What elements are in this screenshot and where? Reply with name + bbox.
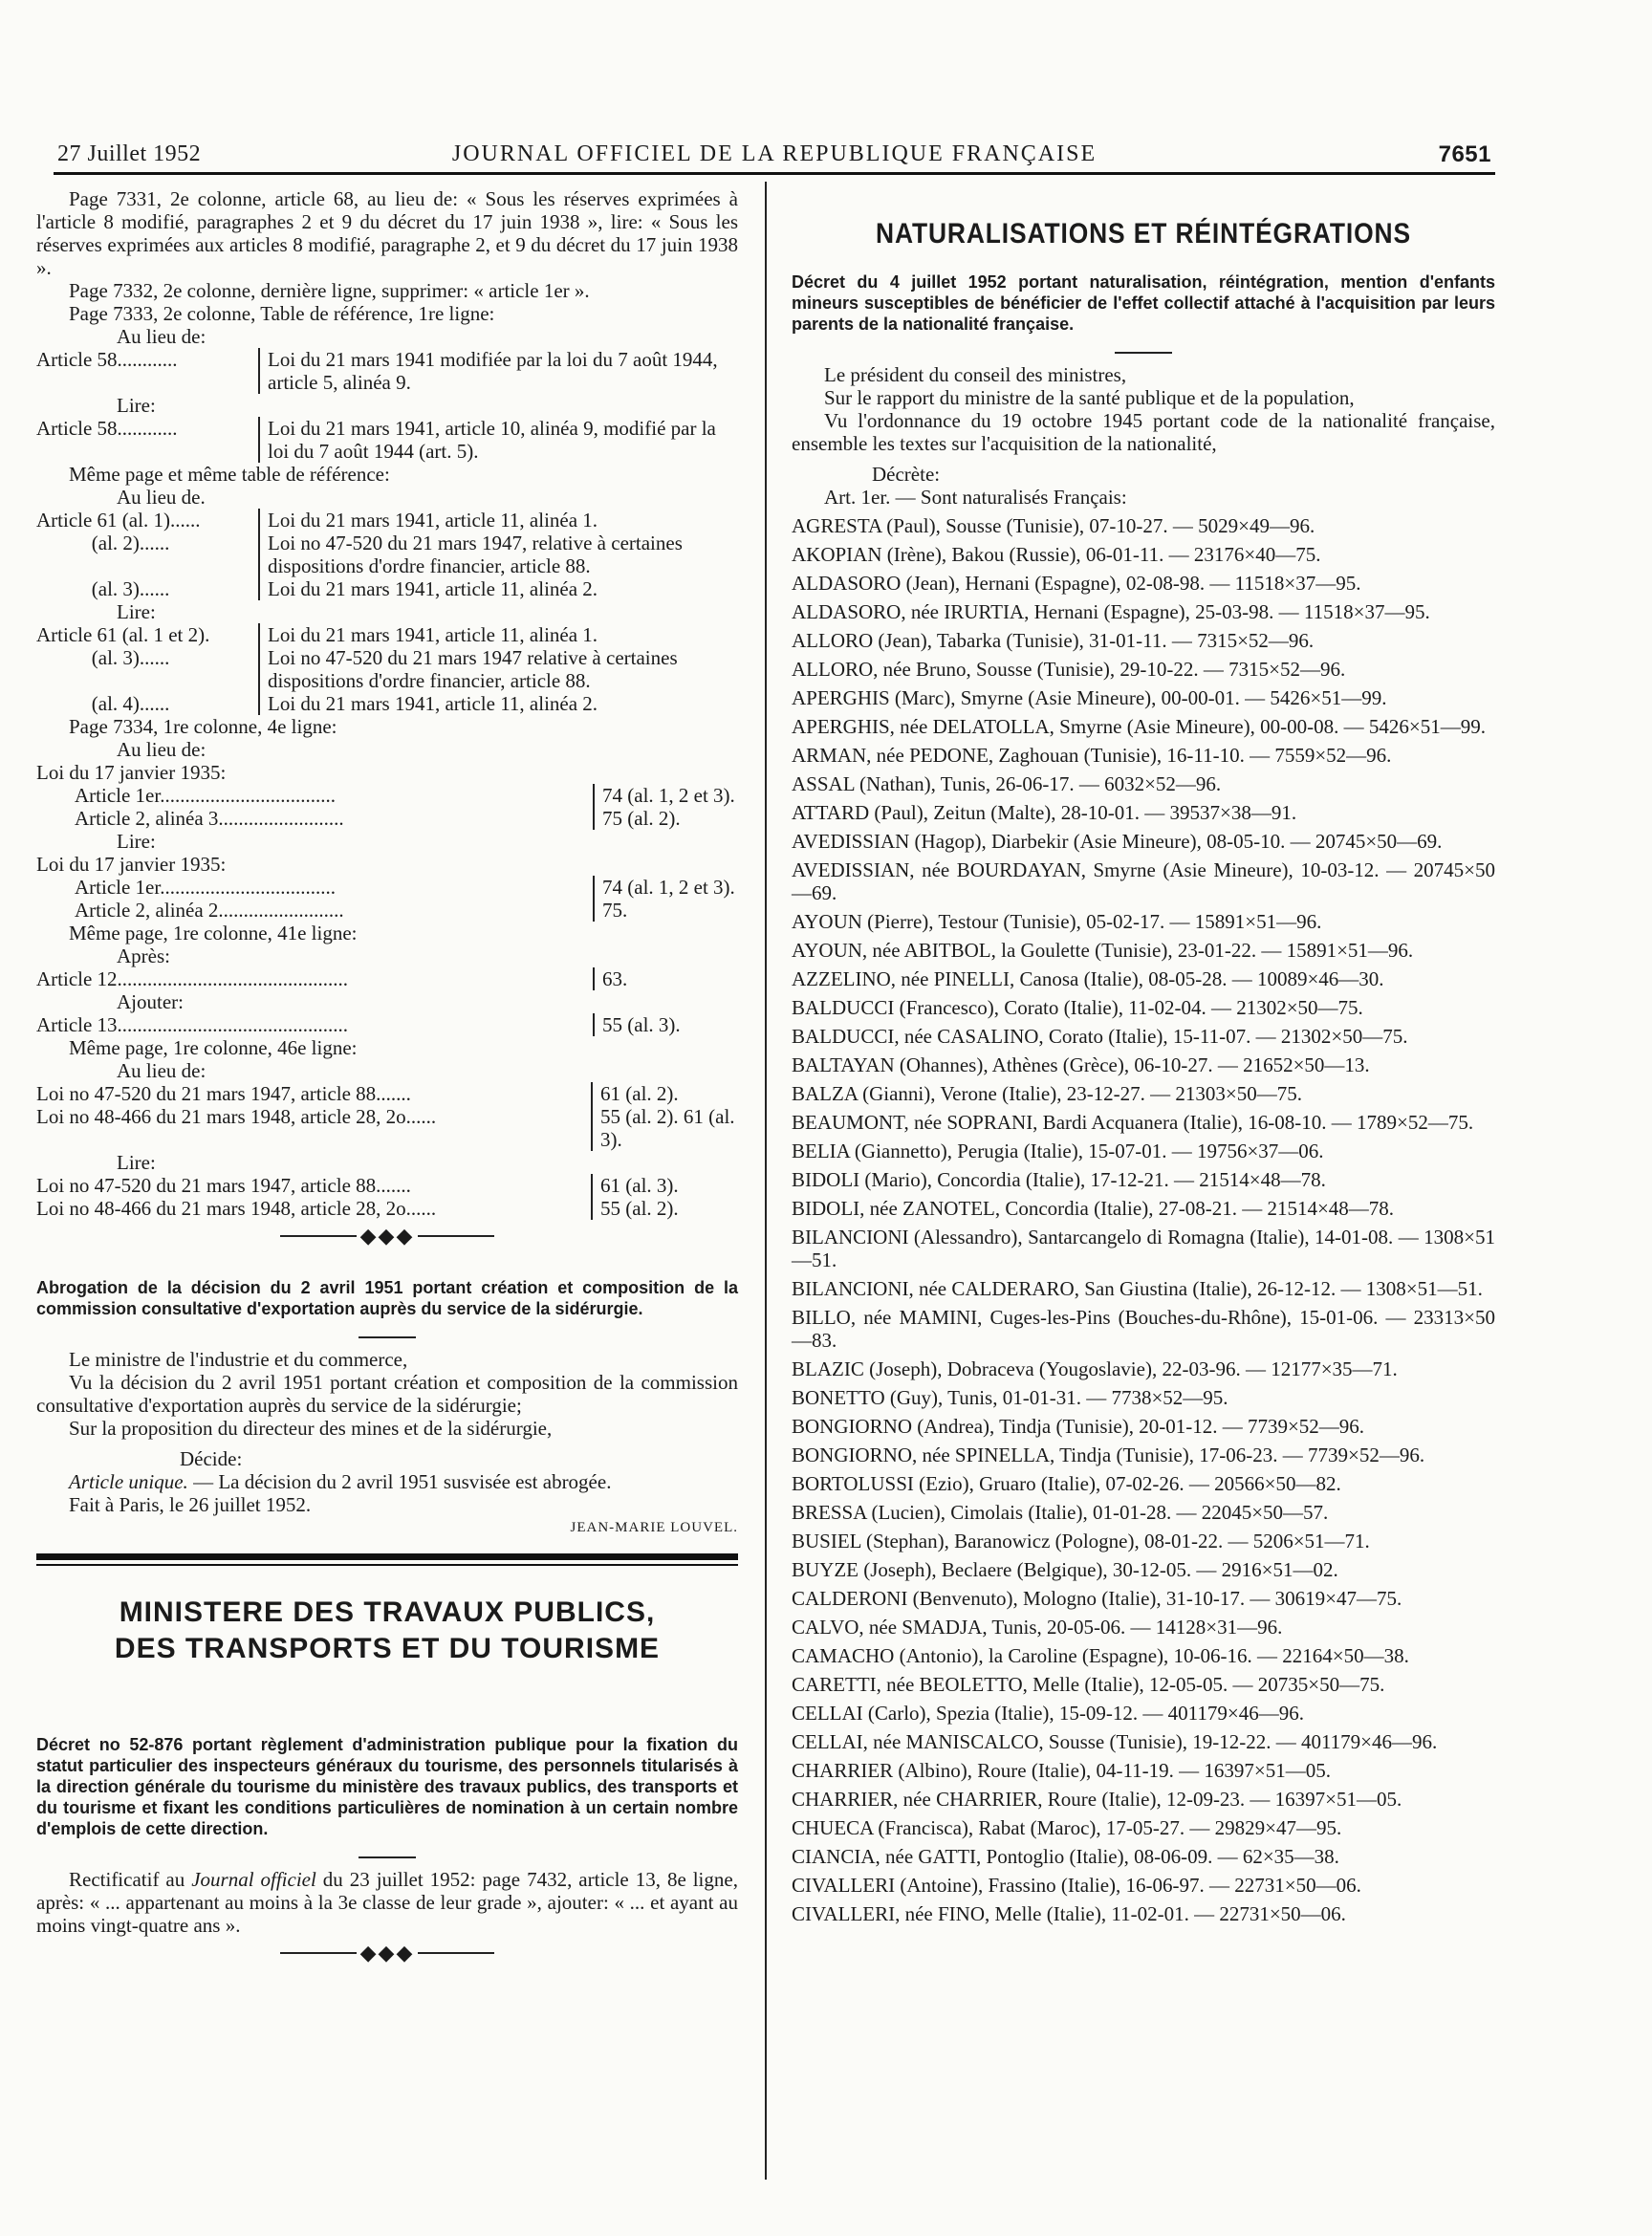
article-unique-label: Article unique. bbox=[69, 1470, 188, 1493]
table-row bbox=[36, 1082, 738, 1105]
table-cell: 75 (al. 2). bbox=[593, 807, 738, 830]
list-item: CHARRIER, née CHARRIER, Roure (Italie), 12-09-23. — 16397×51—05. bbox=[792, 1788, 1402, 1811]
list-item: CALVO, née SMADJA, Tunis, 20-05-06. — 14128×31—96. bbox=[792, 1616, 1283, 1639]
reference-table bbox=[36, 509, 738, 600]
ornament-glyph: ◆◆◆ bbox=[359, 1224, 415, 1248]
ornament-line bbox=[418, 1235, 494, 1237]
label-au-lieu-de: Au lieu de: bbox=[117, 738, 206, 761]
table-cell: Loi du 21 mars 1941, article 10, alinéa 9, modifié par la loi du 7 août 1944 (art. 5). bbox=[258, 417, 738, 463]
header-date: 27 Juillet 1952 bbox=[57, 141, 202, 166]
list-item: BILLO, née MAMINI, Cuges-les-Pins (Bouches-du-Rhône), 15-01-06. — 23313×50—83. bbox=[792, 1306, 1495, 1352]
table-cell: 55 (al. 2). 61 (al. 3). bbox=[591, 1105, 738, 1151]
list-item: BUSIEL (Stephan), Baranowicz (Pologne), 08-01-22. — 5206×51—71. bbox=[792, 1530, 1370, 1552]
article-unique-text: — La décision du 2 avril 1951 susvisée est abrogée. bbox=[187, 1470, 612, 1493]
list-item: CELLAI, née MANISCALCO, Sousse (Tunisie), 19-12-22. — 401179×46—96. bbox=[792, 1730, 1438, 1753]
list-item: AYOUN (Pierre), Testour (Tunisie), 05-02-17. — 15891×51—96. bbox=[792, 910, 1322, 933]
table-cell: Article 1er................................... bbox=[75, 876, 336, 899]
table-cell: Loi no 47-520 du 21 mars 1947, article 88....... bbox=[36, 1174, 411, 1197]
table-row bbox=[36, 348, 738, 394]
right-column bbox=[792, 187, 1495, 1931]
law-heading: Loi du 17 janvier 1935: bbox=[36, 761, 227, 784]
table-cell: (al. 3)...... bbox=[36, 577, 170, 600]
list-item: CIANCIA, née GATTI, Pontoglio (Italie), 08-06-09. — 62×35—38. bbox=[792, 1845, 1339, 1868]
section-title: NATURALISATIONS ET RÉINTÉGRATIONS bbox=[876, 218, 1411, 250]
list-item: AVEDISSIAN, née BOURDAYAN, Smyrne (Asie Mineure), 10-03-12. — 20745×50—69. bbox=[792, 858, 1495, 904]
preamble-paragraph: Vu l'ordonnance du 19 octobre 1945 portant code de la nationalité française, ensemble les textes sur l'acquisition de la nationalité, bbox=[792, 409, 1495, 455]
list-item: AGRESTA (Paul), Sousse (Tunisie), 07-10-27. — 5029×49—96. bbox=[792, 514, 1315, 537]
rectificatif bbox=[36, 1868, 738, 1937]
table-row bbox=[36, 1105, 738, 1151]
rectificatif-journal: Journal officiel bbox=[191, 1868, 316, 1891]
ministry-heading-line: DES TRANSPORTS ET DU TOURISME bbox=[114, 1633, 661, 1664]
list-item: ATTARD (Paul), Zeitun (Malte), 28-10-01. — 39537×38—91. bbox=[792, 801, 1297, 824]
section-ornament bbox=[36, 1224, 738, 1248]
reference-table bbox=[36, 623, 738, 715]
reference-table bbox=[36, 417, 738, 463]
body-paragraph: Le ministre de l'industrie et du commerce, bbox=[69, 1348, 408, 1371]
naturalisation-list bbox=[792, 514, 1495, 1925]
list-item: ALLORO (Jean), Tabarka (Tunisie), 31-01-11. — 7315×52—96. bbox=[792, 629, 1315, 652]
table-row bbox=[36, 532, 738, 577]
done-at: Fait à Paris, le 26 juillet 1952. bbox=[69, 1493, 312, 1516]
list-item: APERGHIS, née DELATOLLA, Smyrne (Asie Mineure), 00-00-08. — 5426×51—99. bbox=[792, 715, 1486, 738]
list-item: BRESSA (Lucien), Cimolais (Italie), 01-01-28. — 22045×50—57. bbox=[792, 1501, 1329, 1524]
table-cell: (al. 4)...... bbox=[36, 692, 170, 715]
page-number: 7651 bbox=[1438, 141, 1491, 167]
rectificatif-label: Rectificatif au bbox=[69, 1868, 192, 1891]
ministry-heading-line: MINISTERE DES TRAVAUX PUBLICS, bbox=[119, 1596, 656, 1628]
list-item: AVEDISSIAN (Hagop), Diarbekir (Asie Mineure), 08-05-10. — 20745×50—69. bbox=[792, 830, 1443, 853]
journal-title: JOURNAL OFFICIEL DE LA REPUBLIQUE FRANÇAISE bbox=[451, 141, 1098, 166]
label-lire: Lire: bbox=[117, 830, 156, 853]
list-item: CIVALLERI, née FINO, Melle (Italie), 11-02-01. — 22731×50—06. bbox=[792, 1902, 1346, 1925]
list-item: ALLORO, née Bruno, Sousse (Tunisie), 29-10-22. — 7315×52—96. bbox=[792, 658, 1346, 681]
erratum-paragraph: Page 7333, 2e colonne, Table de référence, 1re ligne: bbox=[69, 302, 495, 325]
label-lire: Lire: bbox=[117, 600, 156, 623]
table-cell: Loi du 21 mars 1941, article 11, alinéa 2. bbox=[258, 577, 738, 600]
list-item: BONGIORNO, née SPINELLA, Tindja (Tunisie), 17-06-23. — 7739×52—96. bbox=[792, 1444, 1425, 1466]
label-au-lieu-de: Au lieu de: bbox=[117, 1059, 206, 1082]
table-cell: Loi du 21 mars 1941, article 11, alinéa 1. bbox=[258, 509, 738, 532]
list-item: CELLAI (Carlo), Spezia (Italie), 15-09-12. — 401179×46—96. bbox=[792, 1702, 1304, 1725]
short-rule bbox=[359, 1336, 416, 1338]
body-paragraph: Sur la proposition du directeur des mines et de la sidérurgie, bbox=[69, 1417, 553, 1440]
list-item: AZZELINO, née PINELLI, Canosa (Italie), 08-05-28. — 10089×46—30. bbox=[792, 967, 1384, 990]
reference-table bbox=[36, 1174, 738, 1220]
table-row bbox=[36, 509, 738, 532]
table-row bbox=[36, 807, 738, 830]
table-cell: Article 2, alinéa 3......................... bbox=[75, 807, 344, 830]
ornament-line bbox=[418, 1952, 494, 1954]
table-row bbox=[36, 623, 738, 646]
table-cell: Article 12.............................................. bbox=[36, 967, 349, 990]
short-rule bbox=[359, 1856, 416, 1858]
table-cell: 74 (al. 1, 2 et 3). bbox=[593, 876, 738, 899]
decide-label: Décide: bbox=[180, 1447, 243, 1470]
signature: JEAN-MARIE LOUVEL. bbox=[570, 1520, 738, 1535]
table-cell: (al. 3)...... bbox=[36, 646, 170, 669]
list-item: CARETTI, née BEOLETTO, Melle (Italie), 12-05-05. — 20735×50—75. bbox=[792, 1673, 1385, 1696]
label-apres: Après: bbox=[117, 944, 170, 967]
erratum-paragraph: Page 7331, 2e colonne, article 68, au lieu de: « Sous les réserves exprimées à l'article 8 modifié, paragraphes 2 et 9 du décret du 17 juin 1938 », lire: « Sous les réserves exprimées aux articles 8 modifié, paragraphe 2, et 9 du décret du 17 juin 1938 ». bbox=[36, 187, 738, 279]
erratum-paragraph: Même page, 1re colonne, 46e ligne: bbox=[69, 1036, 358, 1059]
list-item: CHARRIER (Albino), Roure (Italie), 04-11-19. — 16397×51—05. bbox=[792, 1759, 1331, 1782]
table-row bbox=[36, 784, 738, 807]
table-row bbox=[36, 646, 738, 692]
table-cell: Loi no 48-466 du 21 mars 1948, article 28, 2o...... bbox=[36, 1105, 437, 1128]
list-item: BELIA (Giannetto), Perugia (Italie), 15-07-01. — 19756×37—06. bbox=[792, 1140, 1324, 1162]
decret-title: Décret du 4 juillet 1952 portant naturalisation, réintégration, mention d'enfants mineurs susceptibles de bénéficier de l'effet collectif attaché à l'acquisition par leurs parents de la nationalité française. bbox=[792, 272, 1495, 334]
label-au-lieu-de: Au lieu de. bbox=[117, 486, 206, 509]
table-cell: Loi no 47-520 du 21 mars 1947, relative à certaines dispositions d'ordre financier, article 88. bbox=[258, 532, 738, 577]
table-cell: Article 13.............................................. bbox=[36, 1013, 349, 1036]
list-item: ARMAN, née PEDONE, Zaghouan (Tunisie), 16-11-10. — 7559×52—96. bbox=[792, 744, 1392, 767]
list-item: BALZA (Gianni), Verone (Italie), 23-12-27. — 21303×50—75. bbox=[792, 1082, 1303, 1105]
list-item: BALDUCCI, née CASALINO, Corato (Italie), 15-11-07. — 21302×50—75. bbox=[792, 1025, 1408, 1048]
left-column bbox=[36, 187, 738, 1969]
table-cell: Article 58............ bbox=[36, 348, 178, 371]
table-cell: 63. bbox=[593, 967, 738, 990]
table-cell: 61 (al. 2). bbox=[591, 1082, 738, 1105]
table-cell: Article 58............ bbox=[36, 417, 178, 440]
list-item: BUYZE (Joseph), Beclaere (Belgique), 30-12-05. — 2916×51—02. bbox=[792, 1558, 1338, 1581]
column-rule bbox=[765, 182, 767, 2180]
short-rule bbox=[1115, 352, 1172, 354]
erratum-paragraph: Même page, 1re colonne, 41e ligne: bbox=[69, 922, 358, 944]
label-ajouter: Ajouter: bbox=[117, 990, 184, 1013]
article-1: Art. 1er. — Sont naturalisés Français: bbox=[824, 486, 1127, 509]
list-item: BEAUMONT, née SOPRANI, Bardi Acquanera (Italie), 16-08-10. — 1789×52—75. bbox=[792, 1111, 1474, 1134]
list-item: CHUECA (Francisca), Rabat (Maroc), 17-05-27. — 29829×47—95. bbox=[792, 1816, 1342, 1839]
list-item: BILANCIONI, née CALDERARO, San Giustina (Italie), 26-12-12. — 1308×51—51. bbox=[792, 1277, 1483, 1300]
list-item: CALDERONI (Benvenuto), Mologno (Italie), 31-10-17. — 30619×47—75. bbox=[792, 1587, 1402, 1610]
reference-table bbox=[36, 876, 738, 922]
list-item: CIVALLERI (Antoine), Frassino (Italie), 16-06-97. — 22731×50—06. bbox=[792, 1874, 1361, 1897]
table-row bbox=[36, 1013, 738, 1036]
table-row bbox=[36, 577, 738, 600]
reference-table bbox=[36, 348, 738, 394]
list-item: APERGHIS (Marc), Smyrne (Asie Mineure), 00-00-01. — 5426×51—99. bbox=[792, 686, 1387, 709]
table-row bbox=[36, 967, 738, 990]
ornament-line bbox=[280, 1235, 357, 1237]
table-row bbox=[36, 876, 738, 899]
reference-table bbox=[36, 1013, 738, 1036]
table-cell: Loi du 21 mars 1941, article 11, alinéa 2. bbox=[258, 692, 738, 715]
ornament-glyph: ◆◆◆ bbox=[359, 1941, 415, 1965]
table-cell: Loi du 21 mars 1941, article 11, alinéa 1. bbox=[258, 623, 738, 646]
erratum-paragraph: Page 7334, 1re colonne, 4e ligne: bbox=[69, 715, 337, 738]
table-row bbox=[36, 1197, 738, 1220]
label-lire: Lire: bbox=[117, 1151, 156, 1174]
list-item: CAMACHO (Antonio), la Caroline (Espagne), 10-06-16. — 22164×50—38. bbox=[792, 1644, 1409, 1667]
thin-rule bbox=[36, 1564, 738, 1566]
list-item: ALDASORO, née IRURTIA, Hernani (Espagne), 25-03-98. — 11518×37—95. bbox=[792, 600, 1430, 623]
erratum-paragraph: Même page et même table de référence: bbox=[69, 463, 390, 486]
table-cell: Article 1er................................... bbox=[75, 784, 336, 807]
table-cell: Article 61 (al. 1)...... bbox=[36, 509, 201, 532]
table-cell: (al. 2)...... bbox=[36, 532, 170, 554]
ministry-heading bbox=[36, 1595, 738, 1667]
table-cell: Article 61 (al. 1 et 2). bbox=[36, 623, 210, 646]
table-cell: 61 (al. 3). bbox=[591, 1174, 738, 1197]
table-cell: Article 2, alinéa 2......................... bbox=[75, 899, 344, 922]
table-cell: 55 (al. 2). bbox=[591, 1197, 738, 1220]
body-paragraph: Vu la décision du 2 avril 1951 portant création et composition de la commission consultative d'exportation auprès du service de la sidérurgie; bbox=[36, 1371, 738, 1417]
ornament-line bbox=[280, 1952, 357, 1954]
table-cell: Loi du 21 mars 1941 modifiée par la loi du 7 août 1944, article 5, alinéa 9. bbox=[258, 348, 738, 394]
list-item: BIDOLI, née ZANOTEL, Concordia (Italie), 27-08-21. — 21514×48—78. bbox=[792, 1197, 1395, 1220]
label-lire: Lire: bbox=[117, 394, 156, 417]
preamble-paragraph: Sur le rapport du ministre de la santé publique et de la population, bbox=[824, 386, 1355, 409]
label-au-lieu-de: Au lieu de: bbox=[117, 325, 206, 348]
decrete-label: Décrète: bbox=[872, 463, 941, 486]
list-item: ASSAL (Nathan), Tunis, 26-06-17. — 6032×52—96. bbox=[792, 772, 1222, 795]
table-cell: 55 (al. 3). bbox=[593, 1013, 738, 1036]
reference-table bbox=[36, 784, 738, 830]
list-item: ALDASORO (Jean), Hernani (Espagne), 02-08-98. — 11518×37—95. bbox=[792, 572, 1361, 595]
table-row bbox=[36, 1174, 738, 1197]
decret-title: Décret no 52-876 portant règlement d'administration publique pour la fixation du statut particulier des inspecteurs généraux du tourisme, des personnels titularisés à la direction générale du tourisme du ministère des travaux publics, des transports et du tourisme et fixant les conditions particulières de nomination à un certain nombre d'emplois de cette direction. bbox=[36, 1735, 738, 1838]
list-item: AKOPIAN (Irène), Bakou (Russie), 06-01-11. — 23176×40—75. bbox=[792, 543, 1321, 566]
table-row bbox=[36, 692, 738, 715]
law-heading: Loi du 17 janvier 1935: bbox=[36, 853, 227, 876]
reference-table bbox=[36, 967, 738, 990]
table-cell: Loi no 47-520 du 21 mars 1947, article 88....... bbox=[36, 1082, 411, 1105]
table-row bbox=[36, 417, 738, 463]
preamble-paragraph: Le président du conseil des ministres, bbox=[824, 363, 1127, 386]
table-cell: Loi no 47-520 du 21 mars 1947 relative à certaines dispositions d'ordre financier, article 88. bbox=[258, 646, 738, 692]
list-item: BALDUCCI (Francesco), Corato (Italie), 11-02-04. — 21302×50—75. bbox=[792, 996, 1363, 1019]
list-item: AYOUN, née ABITBOL, la Goulette (Tunisie), 23-01-22. — 15891×51—96. bbox=[792, 939, 1414, 962]
rectificatif-text: du 23 juillet 1952: page 7432, article 13, 8e ligne, après: « ... appartenant au moins à la 3e classe de leur grade », ajouter: « ... et ayant au moins vingt-quatre ans ». bbox=[36, 1868, 738, 1937]
page-header bbox=[57, 141, 1491, 176]
header-rule bbox=[54, 172, 1495, 175]
reference-table bbox=[36, 1082, 738, 1151]
table-cell: Loi no 48-466 du 21 mars 1948, article 28, 2o...... bbox=[36, 1197, 437, 1220]
table-row bbox=[36, 899, 738, 922]
article-unique bbox=[36, 1470, 738, 1493]
table-cell: 75. bbox=[593, 899, 738, 922]
abrogation-title: Abrogation de la décision du 2 avril 1951 portant création et composition de la commission consultative d'exportation auprès du service de la sidérurgie. bbox=[36, 1278, 738, 1318]
list-item: BILANCIONI (Alessandro), Santarcangelo di Romagna (Italie), 14-01-08. — 1308×51—51. bbox=[792, 1226, 1495, 1271]
list-item: BORTOLUSSI (Ezio), Gruaro (Italie), 07-02-26. — 20566×50—82. bbox=[792, 1472, 1341, 1495]
table-cell: 74 (al. 1, 2 et 3). bbox=[593, 784, 738, 807]
list-item: BONETTO (Guy), Tunis, 01-01-31. — 7738×52—95. bbox=[792, 1386, 1228, 1409]
thick-rule bbox=[36, 1553, 738, 1560]
section-ornament bbox=[36, 1941, 738, 1965]
list-item: BIDOLI (Mario), Concordia (Italie), 17-12-21. — 21514×48—78. bbox=[792, 1168, 1326, 1191]
list-item: BLAZIC (Joseph), Dobraceva (Yougoslavie), 22-03-96. — 12177×35—71. bbox=[792, 1357, 1398, 1380]
erratum-paragraph: Page 7332, 2e colonne, dernière ligne, supprimer: « article 1er ». bbox=[69, 279, 590, 302]
list-item: BONGIORNO (Andrea), Tindja (Tunisie), 20-01-12. — 7739×52—96. bbox=[792, 1415, 1365, 1438]
list-item: BALTAYAN (Ohannes), Athènes (Grèce), 06-10-27. — 21652×50—13. bbox=[792, 1053, 1370, 1076]
